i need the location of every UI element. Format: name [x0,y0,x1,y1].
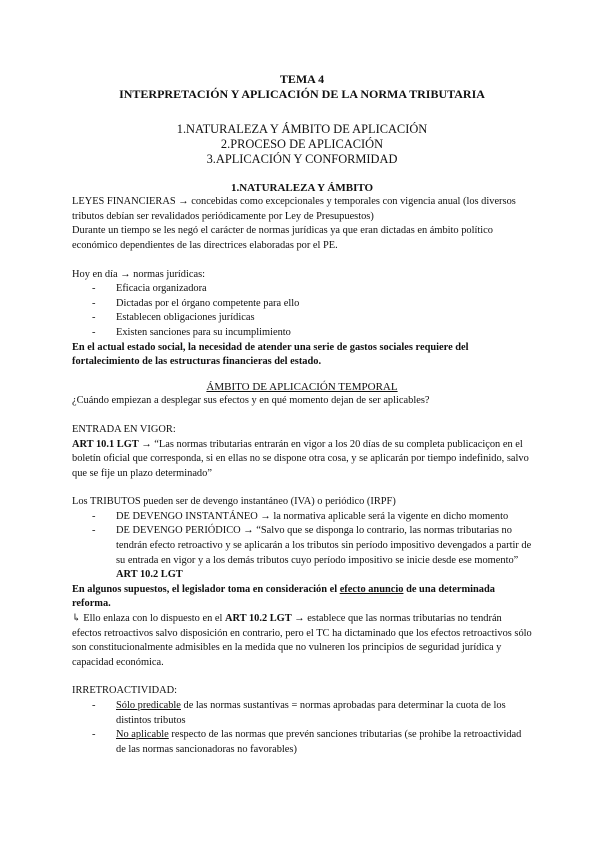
art-10-1-paragraph [72,438,532,482]
irretroactividad-list [72,699,532,757]
devengo-list [72,510,532,583]
art-ref: ART 10.1 LGT [72,438,139,450]
hoy-list [72,282,532,340]
durante-paragraph: Durante un tiempo se les negó el carácter de normas jurídicas ya que eran dictadas en ámbito político económico dependientes de las directrices elaboradas por el PE. [72,225,493,251]
toc-item-3: 3.APLICACIÓN Y CONFORMIDAD [206,152,398,167]
document-title: INTERPRETACIÓN Y APLICACIÓN DE LA NORMA TRIBUTARIA [119,87,485,101]
toc-item-2: 2.PROCESO DE APLICACIÓN [220,137,384,152]
list-item: - Dictadas por el órgano competente para ello [92,297,532,312]
tributos-intro: Los TRIBUTOS pueden ser de devengo instantáneo (IVA) o periódico (IRPF) [72,496,396,508]
ambito-heading: ÁMBITO DE APLICACIÓN TEMPORAL [206,380,398,393]
leyes-financieras-paragraph [72,195,532,224]
art-text: → “Las normas tributarias entrarán en vigor a los 20 días de su completa publicaciçon en el boletín oficial que corresponda, si en ellas no se dispone otra cosa, y se aplicarán por tiempo indefinido, salvo que se fije un plazo determinado” [72,438,529,479]
section-heading-naturaleza: 1.NATURALEZA Y ÁMBITO [230,181,374,194]
entrada-en-vigor-label: ENTRADA EN VIGOR: [72,423,176,435]
list-item: - Sólo predicable de las normas sustantivas = normas aprobadas para determinar la cuota de los distintos tributos [92,699,532,728]
list-item: - Eficacia organizadora [92,282,532,297]
enlaza-paragraph: ↳ Ello enlaza con lo dispuesto en el ART 10.2 LGT → establece que las normas tributarias no tendrán efectos retroactivos salvo disposición en contrario, pero el TC ha dictaminado que los efectos retroactivos sólo son constitucionalmente admisibles en la medida que no vulneren los principios de seguridad jurídica y capacidad económica. [72,613,532,668]
list-item: - DE DEVENGO INSTANTÁNEO → la normativa aplicable será la vigente en dicho momento [92,510,532,525]
efecto-anuncio-paragraph: En algunos supuestos, el legislador toma en consideración el efecto anuncio de una determinada reforma. [72,583,495,610]
leyes-text: → concebidas como excepcionales y temporales con vigencia anual (los diversos tributos debían ser revalidados periódicamente por Ley de Presupuestos) [72,196,516,222]
hoy-en-dia-paragraph: Hoy en día → normas jurídicas: [72,268,206,280]
tema-label: TEMA 4 [279,72,325,86]
list-item: - DE DEVENGO PERIÓDICO → “Salvo que se disponga lo contrario, las normas tributarias no tendrán efecto retroactivo y se aplicarán a los tributos sin período impositivo devengados a partir de su entrada en vigor y a los demás tributos cuyo período impositivo se inicie desde ese momento” ART 10.2 LGT [92,524,532,582]
toc-item-1: 1.NATURALEZA Y ÁMBITO DE APLICACIÓN [176,122,428,136]
list-item: - Existen sanciones para su incumplimiento [92,326,532,341]
list-item: - No aplicable respecto de las normas que prevén sanciones tributarias (se prohibe la retroactividad de las normas sancionadoras no favorables) [92,728,532,757]
ambito-question: ¿Cuándo empiezan a desplegar sus efectos y en qué momento dejan de ser aplicables? [72,395,430,407]
leyes-label: LEYES FINANCIERAS [72,196,176,208]
table-of-contents [72,122,532,168]
estado-social-note: En el actual estado social, la necesidad de atender una serie de gastos sociales requiere del fortalecimiento de las estructuras financieras del estado. [72,341,469,368]
list-item: - Establecen obligaciones jurídicas [92,311,532,326]
irretroactividad-label: IRRETROACTIVIDAD: [72,685,178,697]
document-page [72,72,532,757]
